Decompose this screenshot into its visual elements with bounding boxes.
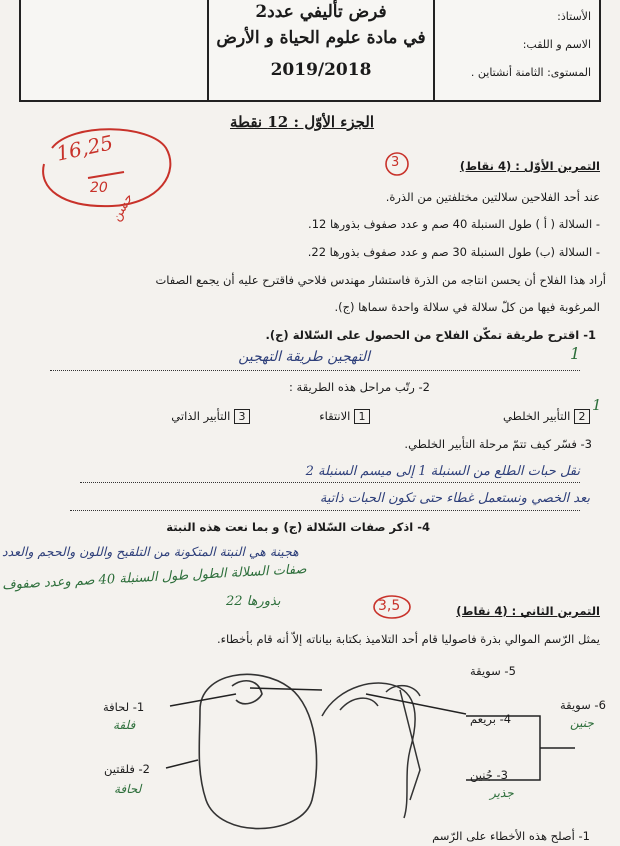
- exercise2-question-1: 1- أصلح هذه الأخطاء على الرّسم: [432, 829, 590, 843]
- q2-option-1-box[interactable]: 2: [574, 409, 590, 424]
- name-label: الاسم و اللقب:: [522, 38, 591, 51]
- q1-mark: 1: [570, 344, 581, 363]
- exercise1-mark: 3: [391, 155, 400, 170]
- label-2-correction: لحافة: [114, 782, 142, 796]
- question-4: 4- اذكر صفات السّلالة (ج) و بما نعت هذه النبتة: [166, 520, 430, 534]
- header-box: [19, 0, 601, 102]
- label-6-correction: جنين: [570, 716, 594, 730]
- part1-title: الجزء الأوّل : 12 نقطة: [230, 113, 375, 131]
- exercise2-mark: 3,5: [378, 598, 401, 614]
- answer-4-line-1: هجينة هي النبتة المتكونة من التلقيح واللون والحجم والعدد: [2, 544, 299, 559]
- q2-option-2: 1 الانتقاء: [319, 409, 370, 424]
- question-1: 1- اقترح طريقة تمكّن الفلاح من الحصول على السّلالة (ج).: [265, 328, 596, 342]
- header-blank: [21, 0, 205, 100]
- exercise1-para-2: المرغوبة فيها من كلّ سلالة في سلالة واحدة سماها (ج).: [334, 300, 600, 314]
- answer-4-line-3: بذورها 22: [226, 594, 281, 609]
- answer-line-3b: [70, 510, 580, 511]
- label-2: 2- فلقتين: [104, 762, 150, 776]
- exercise1-title: التمرين الأوّل : (4 نقاط): [459, 159, 600, 173]
- label-4: 4- بريعم: [470, 712, 512, 726]
- label-1: 1- لحافة: [103, 700, 145, 714]
- teacher-label: الأستاذ:: [557, 10, 591, 23]
- question-2: 2- رتّب مراحل هذه الطريقة :: [289, 380, 430, 394]
- student-info: [417, 0, 599, 100]
- answer-4-line-2: صفات السلالة الطول طول السنبلة 40 صم وعدد صفوف: [1, 562, 307, 593]
- answer-line-3a: [80, 482, 580, 483]
- embryo-drawing: [322, 683, 420, 818]
- answer-3-line-2: بعد الخصي ونستعمل غطاء حتى تكون الحبات ذاتية: [319, 491, 590, 506]
- label-6: 6- سويقة: [560, 698, 606, 712]
- grade-denominator: 20: [90, 180, 108, 196]
- title-line-1: فرض تأليفي عدد2: [255, 2, 387, 22]
- grade-note: حسن: [108, 190, 137, 225]
- exam-title: [207, 0, 435, 100]
- answer-line-1: [50, 370, 580, 371]
- label-5: 5- سويقة: [470, 664, 516, 678]
- level-label: المستوى: الثامنة أنشتاين .: [470, 66, 591, 79]
- answer-1: التهجين طريقة التهجين: [238, 349, 370, 365]
- school-year: 2019/2018: [270, 60, 372, 80]
- exercise1-intro: عند أحد الفلاحين سلالتين مختلفتين من الذرة.: [385, 190, 600, 204]
- question-3: 3- فسّر كيف تتمّ مرحلة التأبير الخلطي.: [404, 437, 592, 451]
- exercise1-para-1: أراد هذا الفلاح أن يحسن انتاجه من الذرة فاستشار مهندس فلاحي فاقترح عليه أن يجمع الصفات: [155, 273, 606, 287]
- bean-diagram: [0, 650, 620, 846]
- label-arrows: [166, 688, 575, 780]
- label-3-correction: جذير: [490, 786, 514, 800]
- exercise2-title: التمرين الثاني : (4 نقاط): [456, 604, 600, 618]
- q2-mark: 1: [592, 396, 602, 414]
- q2-option-3-box[interactable]: 3: [234, 409, 250, 424]
- q2-option-2-box[interactable]: 1: [354, 409, 370, 424]
- label-1-correction: فلقة: [113, 718, 136, 732]
- title-line-2: في مادة علوم الحياة و الأرض: [216, 28, 426, 48]
- exercise2-intro: يمثل الرّسم الموالي بذرة فاصوليا قام أحد التلاميذ بكتابة بياناته إلاّ أنه قام بأخطاء.: [216, 632, 600, 646]
- answer-3-line-1: نقل حبات الطلع من السنبلة 1 إلى ميسم السنبلة 2: [305, 464, 580, 479]
- q2-option-1: 2 التأبير الخلطي: [503, 409, 590, 424]
- strain-a: - السلالة ( أ ) طول السنبلة 40 صم و عدد صفوف بذورها 12.: [308, 217, 600, 231]
- strain-b: - السلالة (ب) طول السنبلة 30 صم و عدد صفوف بذورها 22.: [307, 245, 600, 259]
- q2-option-3: 3 التأبير الذاتي: [171, 409, 250, 424]
- label-3: 3- جُنين: [470, 768, 508, 782]
- grade-score: 16,25: [54, 130, 116, 166]
